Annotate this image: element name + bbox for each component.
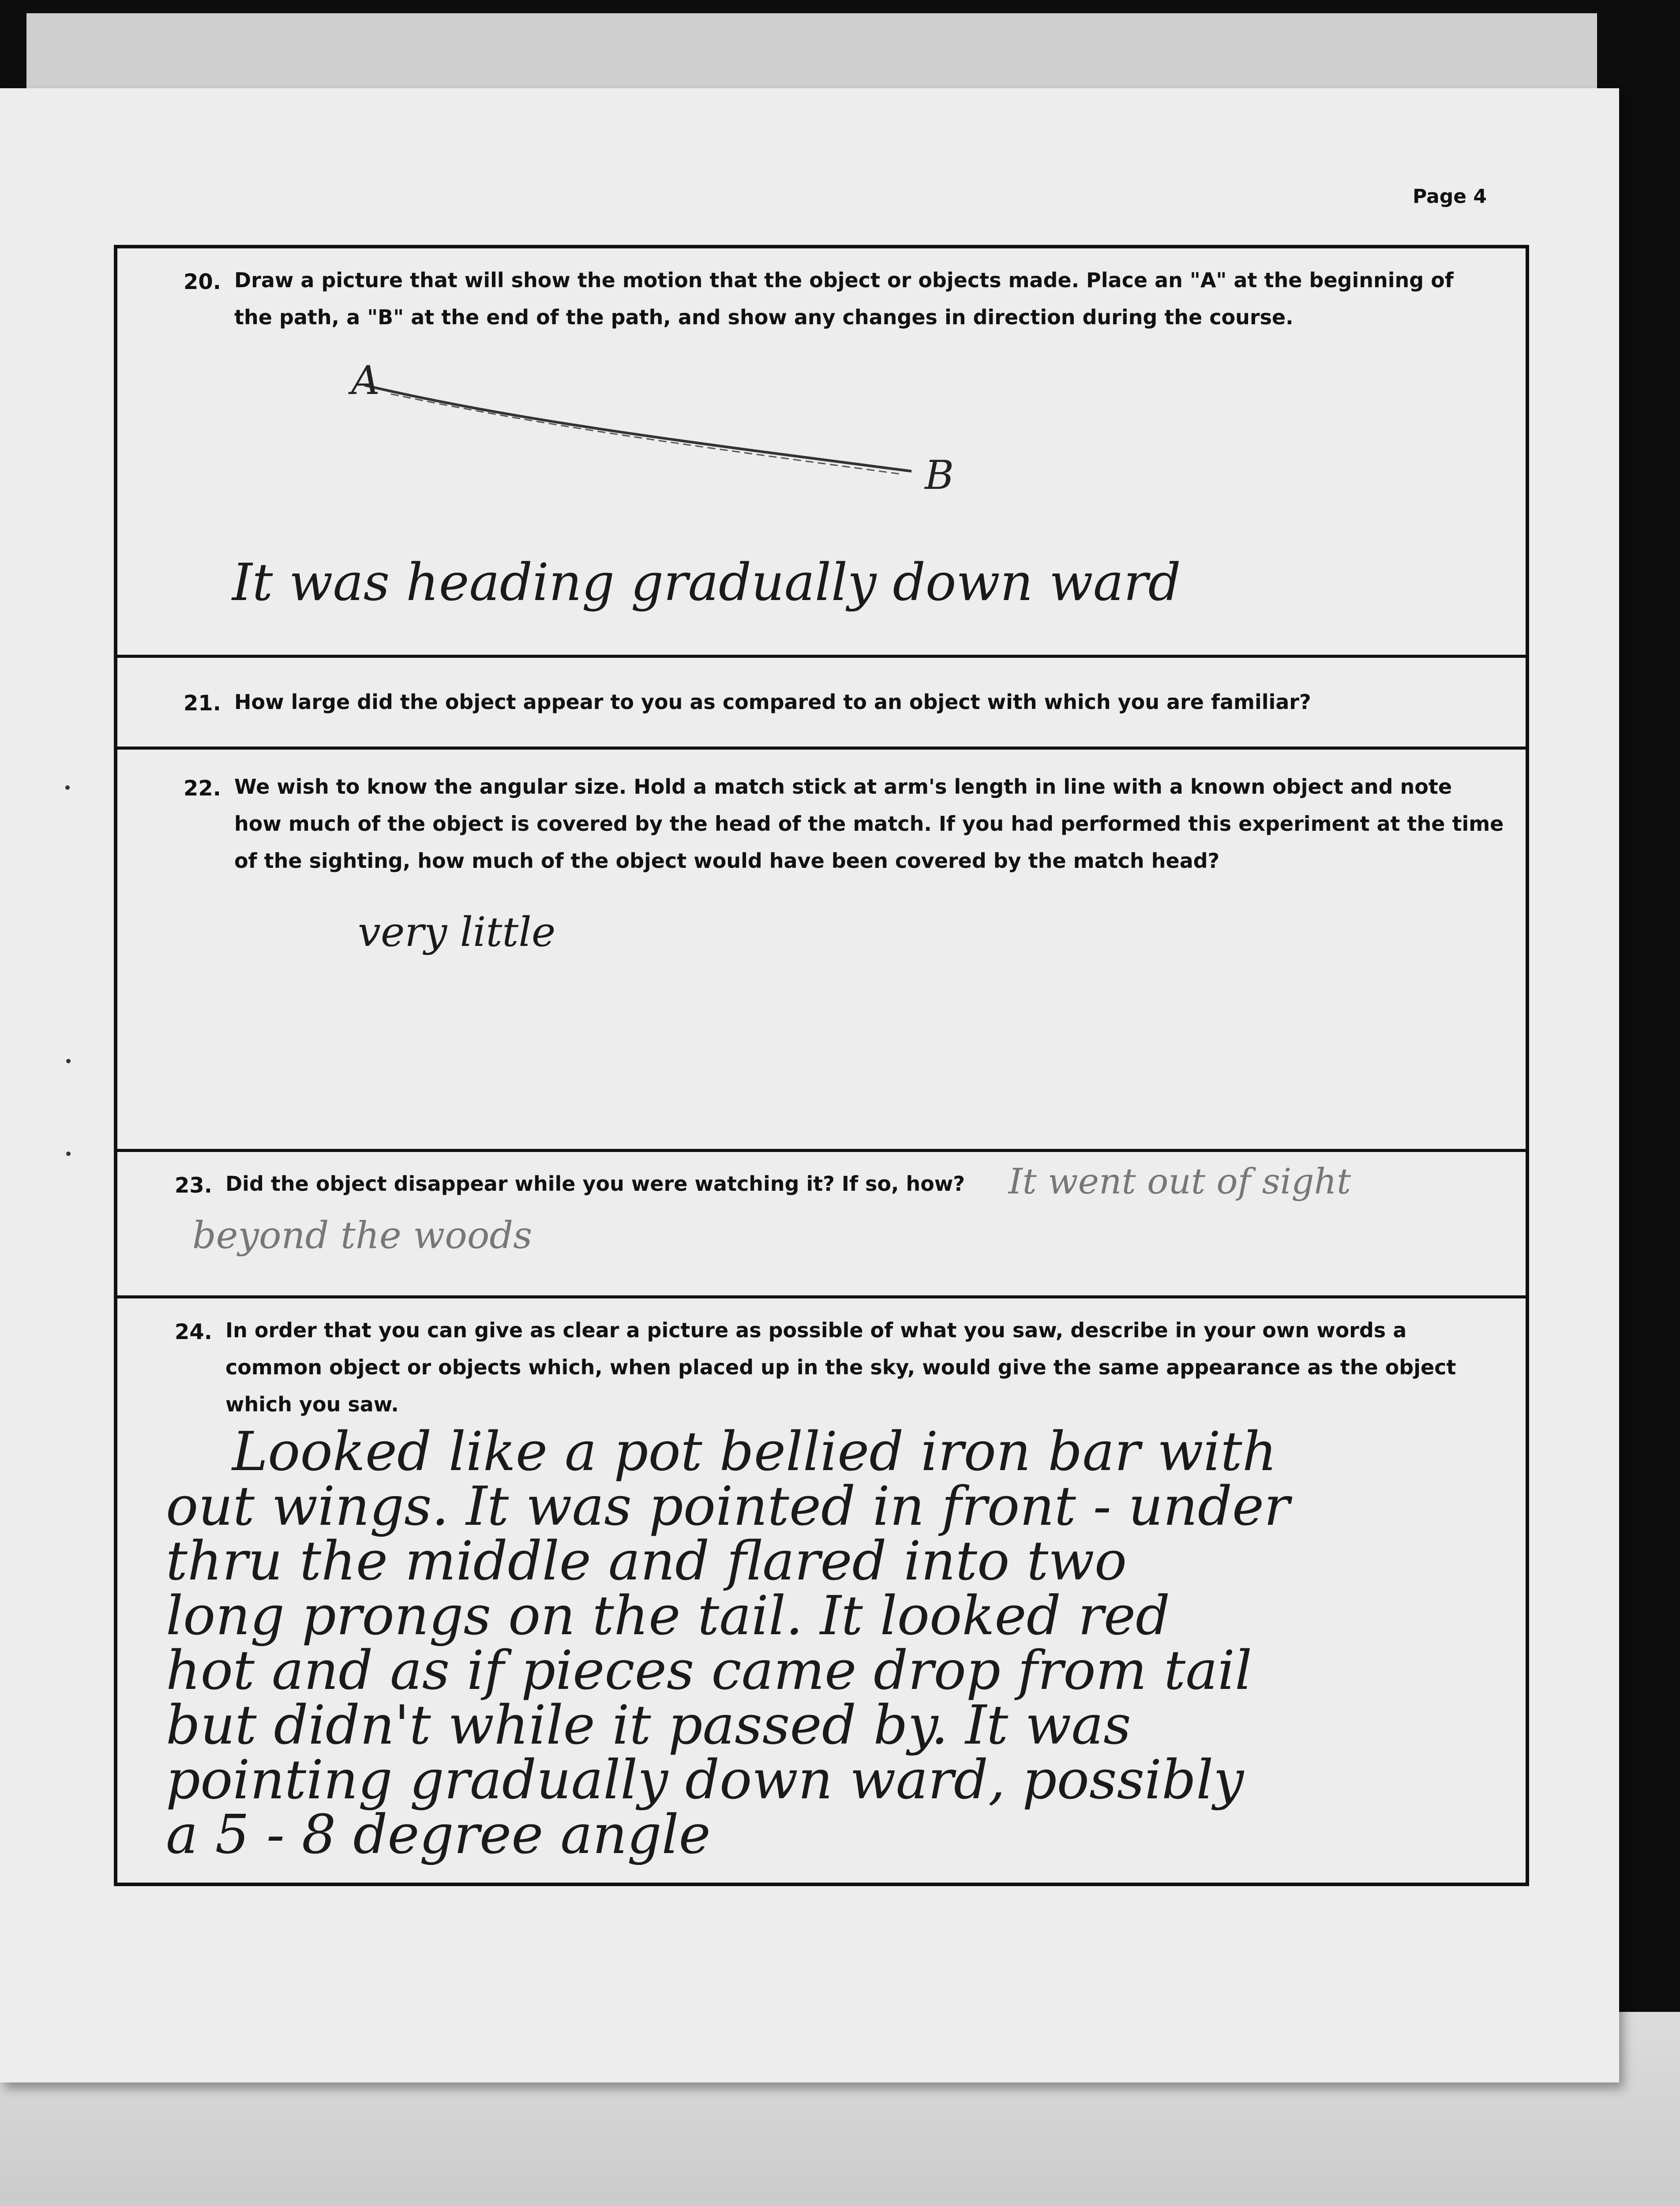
question-line: common object or objects which, when placed up in the sky, would give the same appearance as the object — [225, 1355, 1456, 1379]
questions-box — [114, 245, 1529, 1886]
question-line: We wish to know the angular size. Hold a match stick at arm's length in line with a known object and note — [234, 775, 1452, 799]
question-line: Draw a picture that will show the motion that the object or objects made. Place an "A" at the beginning of — [234, 268, 1454, 292]
answer-line: but didn't while it passed by. It was — [166, 1694, 1131, 1756]
path-start-label: A — [351, 357, 380, 404]
form-page — [0, 88, 1619, 2082]
question-number: 23. — [175, 1173, 213, 1198]
question-text — [234, 683, 1311, 720]
question-22 — [117, 750, 1526, 1152]
answer-line: Looked like a pot bellied iron bar with — [232, 1420, 1277, 1483]
question-number: 24. — [175, 1320, 213, 1344]
question-line: How large did the object appear to you as compared to an object with which you are familiar? — [234, 690, 1311, 714]
margin-dot — [66, 1152, 71, 1156]
question-text — [225, 1312, 1456, 1423]
question-23 — [117, 1152, 1526, 1298]
answer-line: long prongs on the tail. It looked red — [166, 1584, 1170, 1647]
motion-path — [364, 385, 911, 471]
question-number: 21. — [184, 691, 221, 716]
margin-dot — [65, 785, 70, 790]
question-number: 22. — [184, 776, 221, 801]
question-line: the path, a "B" at the end of the path, and show any changes in direction during the course. — [234, 305, 1294, 329]
answer-line: thru the middle and flared into two — [166, 1530, 1127, 1592]
question-number: 20. — [184, 270, 221, 294]
page-number: Page 4 — [1412, 185, 1487, 208]
question-text — [234, 768, 1504, 879]
question-line: In order that you can give as clear a picture as possible of what you saw, describe in your own words a — [225, 1318, 1407, 1342]
question-line: of the sighting, how much of the object would have been covered by the match head? — [234, 849, 1220, 873]
answer-line: pointing gradually down ward, possibly — [166, 1748, 1244, 1811]
handwritten-answer: It was heading gradually down ward — [232, 553, 1181, 612]
handwritten-answer: beyond the woods — [192, 1214, 532, 1257]
question-line: how much of the object is covered by the head of the match. If you had performed this experiment at the time — [234, 812, 1504, 836]
answer-line: out wings. It was pointed in front - under — [166, 1475, 1290, 1538]
question-20 — [117, 248, 1526, 658]
question-text — [225, 1165, 965, 1202]
path-end-label: B — [925, 452, 954, 499]
question-21 — [117, 658, 1526, 750]
question-24 — [117, 1298, 1526, 1883]
answer-line: hot and as if pieces came drop from tail — [166, 1639, 1252, 1702]
handwritten-answer: very little — [358, 908, 556, 956]
question-line: Did the object disappear while you were watching it? If so, how? — [225, 1172, 965, 1196]
margin-dot — [66, 1059, 71, 1063]
handwritten-answer: It went out of sight — [1009, 1161, 1351, 1202]
answer-line: a 5 - 8 degree angle — [166, 1803, 711, 1866]
question-line: which you saw. — [225, 1392, 399, 1416]
